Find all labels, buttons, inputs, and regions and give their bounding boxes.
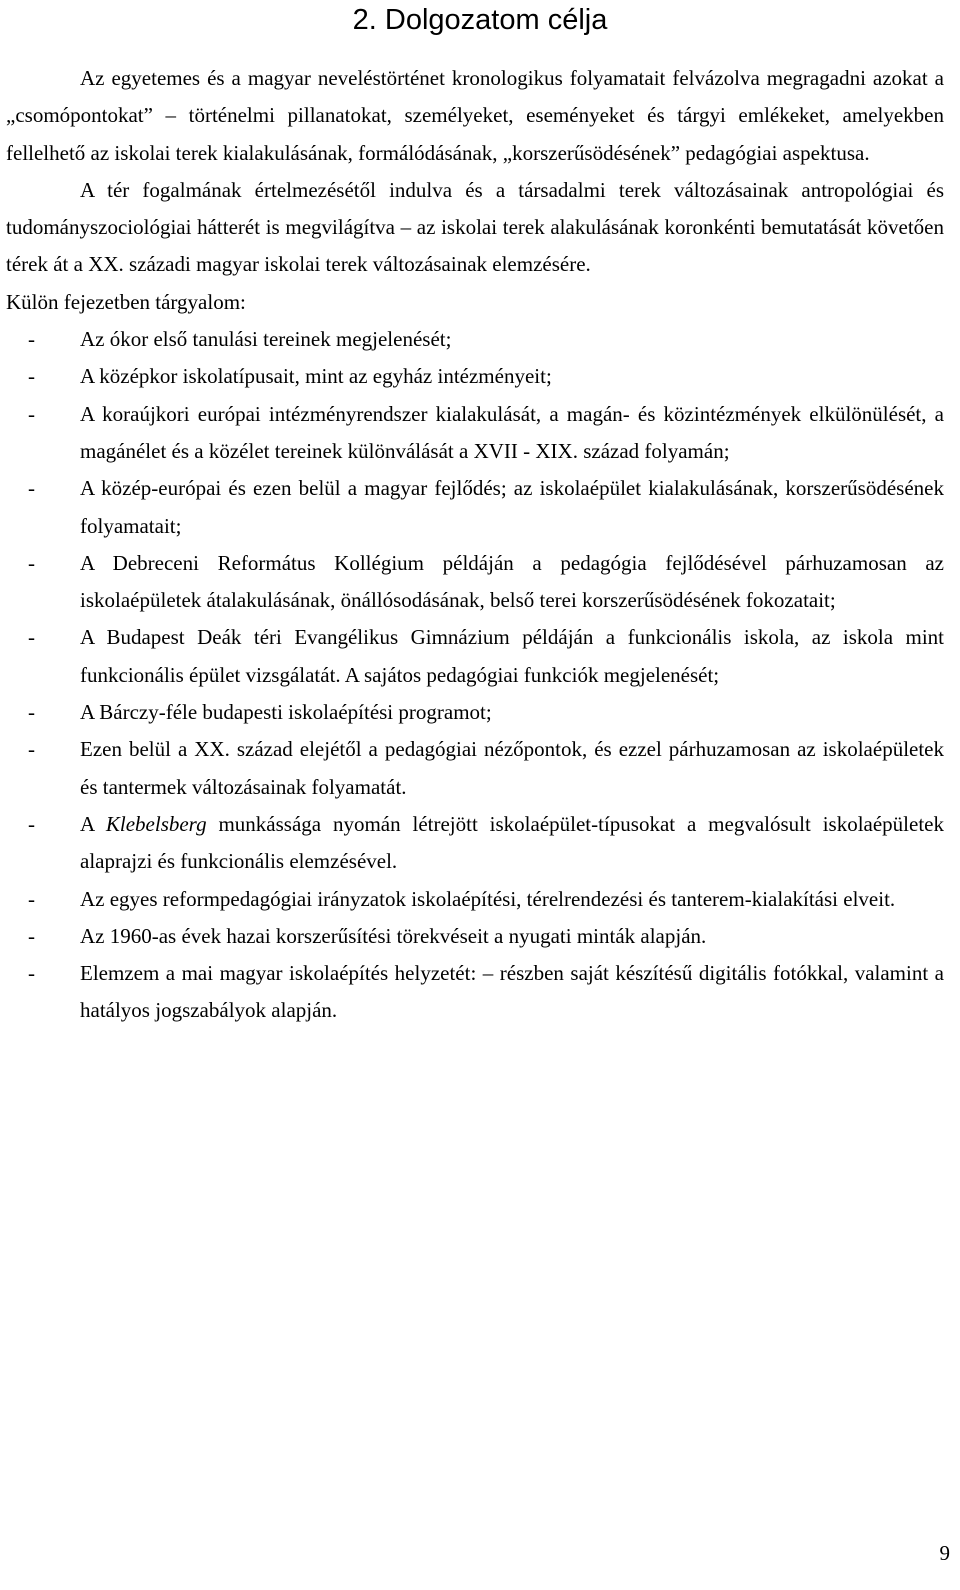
list-item [6,881,944,918]
list-item [6,918,944,955]
list-item-rest: munkássága nyomán létrejött iskolaépület-típusokat a megvalósult iskolaépületek alaprajzi és funkcionális elemzésével. [80,811,944,874]
list-item [6,358,944,395]
list-dash: - [28,550,35,575]
list-dash: - [28,476,35,501]
list-item-text: A koraújkori európai intézményrendszer kialakulását, a magán- és közintézmények elkülönülését, a magánélet és a közélet tereinek különválását a XVII - XIX. század folyamán; [80,401,944,463]
list-item [6,545,944,620]
intro-paragraph: Az egyetemes és a magyar neveléstörténet kronologikus folyamatait felvázolva megragadni azokat a „csomópontokat” – történelmi pillanatokat, személyeket, eseményeket és tárgyi emlékeket, amelyekben fellelhető az iskolai terek kialakulásának, formálódásának, „korszerűsödésének” pedagógiai aspektusa. [6,66,944,165]
body-text [6,60,944,1030]
topic-list [6,321,944,1030]
section-heading: 2. Dolgozatom célja [352,4,608,36]
list-item-text: A középkor iskolatípusait, mint az egyház intézményeit; [80,364,552,389]
list-item [6,731,944,806]
list-item [6,694,944,731]
list-item [6,806,944,881]
list-item-text: Ezen belül a XX. század elejétől a pedagógiai nézőpontok, és ezzel párhuzamosan az iskolaépületek és tantermek változásainak folyamatát. [80,737,944,799]
list-item-text: Az egyes reformpedagógiai irányzatok iskolaépítési, térelrendezési és tanterem-kialakítási elveit. [80,886,896,911]
list-item [6,470,944,545]
list-item-prefix: A [80,811,106,836]
page-number: 9 [939,1541,950,1565]
list-item-text: Elemzem a mai magyar iskolaépítés helyzetét: – részben saját készítésű digitális fotókkal, valamint a hatályos jogszabályok alapján. [80,961,944,1023]
list-item-text: A Debreceni Református Kollégium példáján a pedagógia fejlődésével párhuzamosan az iskolaépületek átalakulásának, önállósodásának, belső terei korszerűsödésének fokozatait; [80,550,944,613]
list-item [6,955,944,1030]
list-intro: Külön fejezetben tárgyalom: [6,289,246,314]
list-item [6,321,944,358]
list-dash: - [28,811,35,836]
second-paragraph: A tér fogalmának értelmezésétől indulva és a társadalmi terek változásainak antropológiai és tudományszociológiai hátterét is megvilágítva – az iskolai terek alakulásának koronkénti bemutatását követően térek át a XX. századi magyar iskolai terek változásainak elemzésére. [6,177,944,277]
list-dash: - [28,364,35,389]
list-item-text: A Bárczy-féle budapesti iskolaépítési programot; [80,700,492,725]
list-item-text: A Budapest Deák téri Evangélikus Gimnázium példáján a funkcionális iskola, az iskola mint funkcionális épület vizsgálatát. A sajátos pedagógiai funkciók megjelenését; [80,625,944,687]
list-item [6,619,944,694]
list-dash: - [28,700,35,725]
list-dash: - [28,961,35,986]
list-dash: - [28,737,35,762]
list-item-text: Az 1960-as évek hazai korszerűsítési törekvéseit a nyugati minták alapján. [80,923,707,948]
list-dash: - [28,327,35,352]
list-item-text: Az ókor első tanulási tereinek megjelenését; [80,327,452,352]
list-dash: - [28,886,35,911]
list-item [6,396,944,471]
list-dash: - [28,401,35,426]
list-item-emphasis: Klebelsberg [105,811,207,836]
list-item-text: A közép-európai és ezen belül a magyar fejlődés; az iskolaépület kialakulásának, korszerűsödésének folyamatait; [80,476,944,538]
list-dash: - [28,923,35,948]
list-dash: - [28,625,35,650]
